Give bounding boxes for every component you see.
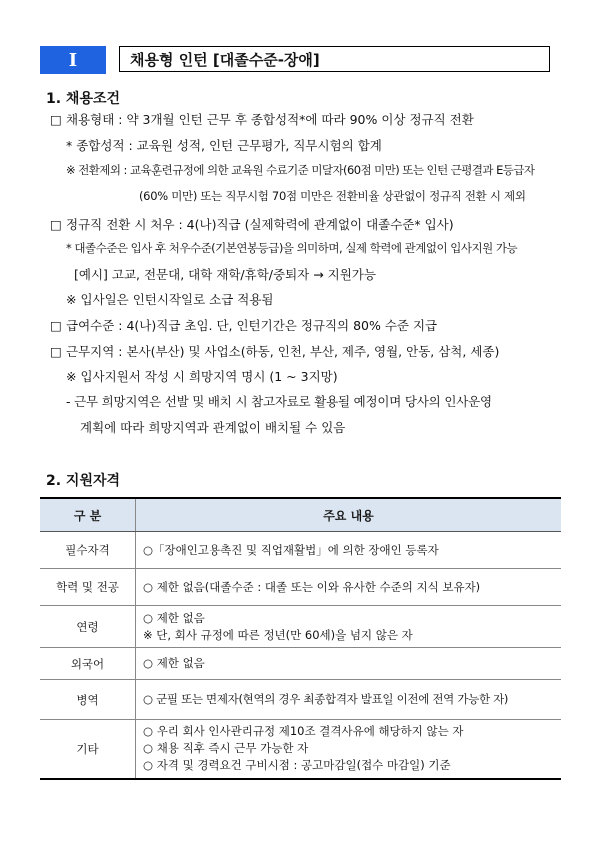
row-line: ○ 우리 회사 인사관리규정 제10조 결격사유에 해당하지 않는 자 [143, 724, 464, 739]
row-content [136, 648, 562, 680]
row-line: ○ 채용 직후 즉시 근무 가능한 자 [143, 741, 309, 756]
row-content [136, 606, 562, 648]
table-header-content: 주요 내용 [136, 498, 562, 532]
table-row [40, 569, 561, 606]
condition-line: * 종합성적 : 교육원 성적, 인턴 근무평가, 직무시험의 합계 [66, 138, 382, 153]
row-line: ○ 제한 없음(대졸수준 : 대졸 또는 이와 유사한 수준의 지식 보유자) [143, 579, 481, 594]
row-line: ○ 제한 없음 [143, 610, 205, 625]
qualifications-table [40, 497, 561, 780]
row-content [136, 569, 562, 606]
condition-line: □ 정규직 전환 시 처우 : 4(나)직급 (실제학력에 관계없이 대졸수준* 입사) [50, 215, 454, 233]
section-number: Ⅰ [40, 46, 106, 74]
row-category: 병역 [40, 680, 136, 720]
condition-line: [예시] 고교, 전문대, 대학 재학/휴학/중퇴자 → 지원가능 [74, 267, 376, 282]
table-row [40, 680, 561, 720]
table-row [40, 606, 561, 648]
row-line: ○「장애인고용촉진 및 직업재활법」에 의한 장애인 등록자 [143, 542, 439, 557]
subsection-title-conditions: 1. 채용조건 [46, 91, 121, 107]
table-row [40, 720, 561, 779]
row-category: 외국어 [40, 648, 136, 680]
row-category: 기타 [40, 720, 136, 779]
condition-line: ※ 입사일은 인턴시작일로 소급 적용됨 [66, 292, 274, 307]
row-content [136, 720, 562, 779]
table-header-category: 구 분 [40, 498, 136, 532]
condition-line: * 대졸수준은 입사 후 처우수준(기본연봉등급)을 의미하며, 실제 학력에 관계없이 입사지원 가능 [66, 241, 518, 255]
row-line: ○ 자격 및 경력요건 구비시점 : 공고마감일(접수 마감일) 기준 [143, 758, 451, 773]
row-content [136, 680, 562, 720]
table-header-row [40, 498, 561, 532]
condition-line: - 근무 희망지역은 선발 및 배치 시 참고자료로 활용될 예정이며 당사의 인사운영 [66, 394, 492, 409]
condition-line: 계획에 따라 희망지역과 관계없이 배치될 수 있음 [80, 420, 346, 435]
table-row [40, 532, 561, 569]
row-line: ※ 단, 회사 규정에 따른 정년(만 60세)을 넘지 않은 자 [143, 627, 413, 642]
condition-line: ※ 전환제외 : 교육훈련규정에 의한 교육원 수료기준 미달자(60점 미만) 또는 인턴 근평결과 E등급자 [66, 163, 535, 177]
row-category: 필수자격 [40, 532, 136, 569]
condition-line: ※ 입사지원서 작성 시 희망지역 명시 (1 ~ 3지망) [66, 369, 338, 384]
condition-line: □ 근무지역 : 본사(부산) 및 사업소(하동, 인천, 부산, 제주, 영월, 안동, 삼척, 세종) [50, 342, 499, 360]
row-line: ○ 군필 또는 면제자(현역의 경우 최종합격자 발표일 이전에 전역 가능한 자) [143, 692, 509, 706]
section-header [40, 46, 552, 74]
row-line: ○ 제한 없음 [143, 656, 205, 670]
subsection-title-qualifications: 2. 지원자격 [46, 473, 121, 489]
row-content [136, 532, 562, 569]
section-title: 채용형 인턴 [대졸수준-장애] [119, 46, 550, 72]
condition-line: □ 채용형태 : 약 3개월 인턴 근무 후 종합성적*에 따라 90% 이상 정규직 전환 [50, 110, 474, 128]
row-category: 연령 [40, 606, 136, 648]
condition-line: (60% 미만) 또는 직무시험 70점 미만은 전환비율 상관없이 정규직 전환 시 제외 [139, 189, 526, 203]
table-row [40, 648, 561, 680]
row-category: 학력 및 전공 [40, 569, 136, 606]
condition-line: □ 급여수준 : 4(나)직급 초임. 단, 인턴기간은 정규직의 80% 수준 지급 [50, 316, 437, 334]
